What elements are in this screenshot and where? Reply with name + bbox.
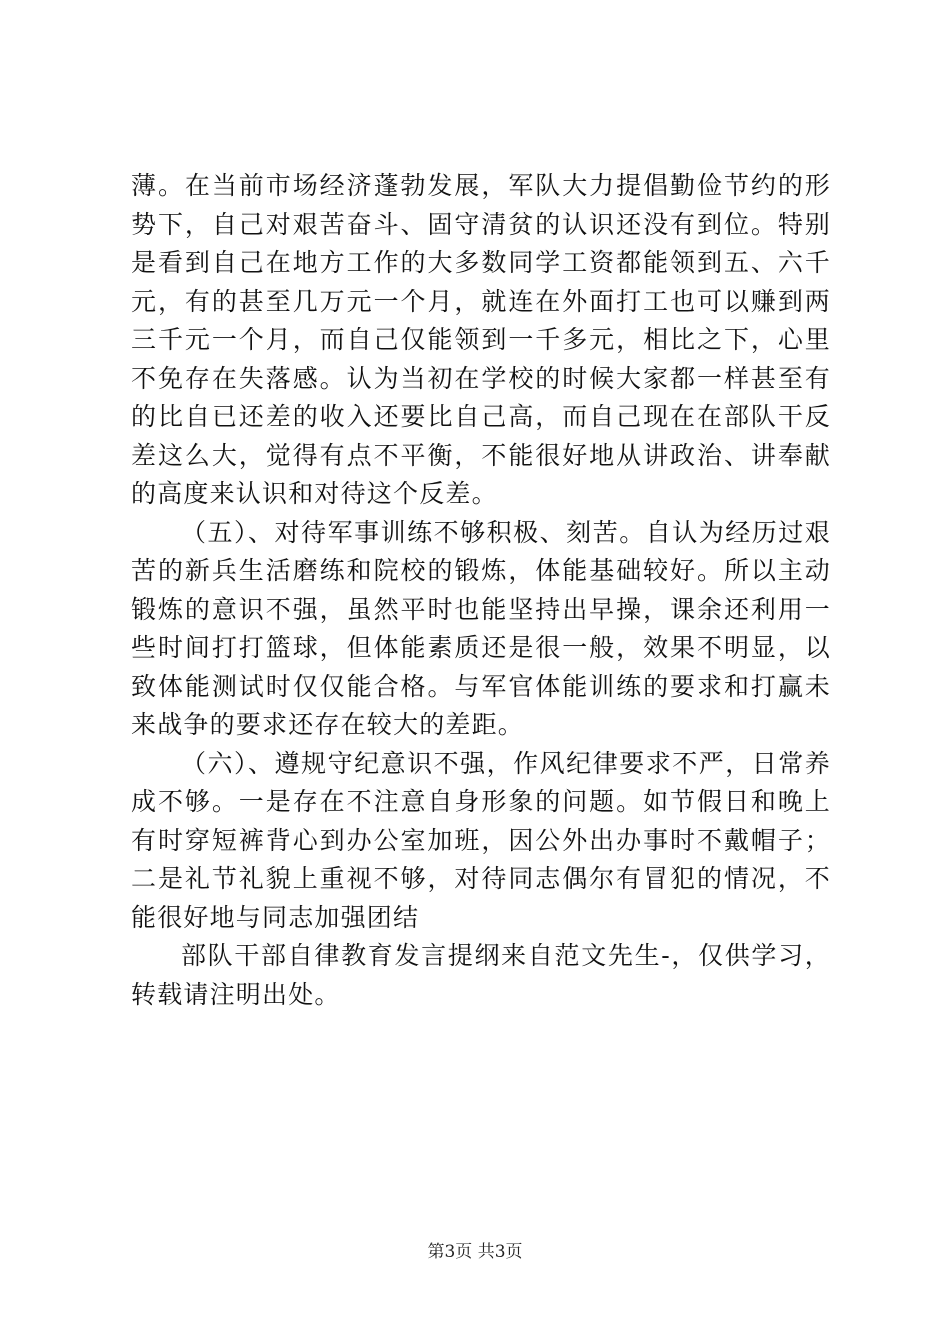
- paragraph-section-five: （五）、对待军事训练不够积极、刻苦。自认为经历过艰苦的新兵生活磨练和院校的锻炼，体能基础较好。所以主动锻炼的意识不强，虽然平时也能坚持出早操，课余还利用一些时间打打篮球，但体能素质还是很一般，效果不明显，以致体能测试时仅仅能合格。与军官体能训练的要求和打赢未来战争的要求还存在较大的差距。: [131, 517, 831, 739]
- paragraph-section-six: （六）、遵规守纪意识不强，作风纪律要求不严，日常养成不够。一是存在不注意自身形象的问题。如节假日和晚上有时穿短裤背心到办公室加班，因公外出办事时不戴帽子；二是礼节礼貌上重视不够，对待同志偶尔有冒犯的情况，不能很好地与同志加强团结: [131, 748, 831, 932]
- paragraph-source-note: 部队干部自律教育发言提纲来自范文先生-，仅供学习，转载请注明出处。: [131, 941, 831, 1009]
- page-number-footer: 第3页 共3页: [427, 1242, 523, 1262]
- paragraph-continuation: 薄。在当前市场经济蓬勃发展，军队大力提倡勤俭节约的形势下，自己对艰苦奋斗、固守清贫的认识还没有到位。特别是看到自己在地方工作的大多数同学工资都能领到五、六千元，有的甚至几万元一个月，就连在外面打工也可以赚到两三千元一个月，而自己仅能领到一千多元，相比之下，心里不免存在失落感。认为当初在学校的时候大家都一样甚至有的比自已还差的收入还要比自己高，而自己现在在部队干反差这么大，觉得有点不平衡，不能很好地从讲政治、讲奉献的高度来认识和对待这个反差。: [131, 171, 831, 508]
- document-body: [131, 167, 831, 1014]
